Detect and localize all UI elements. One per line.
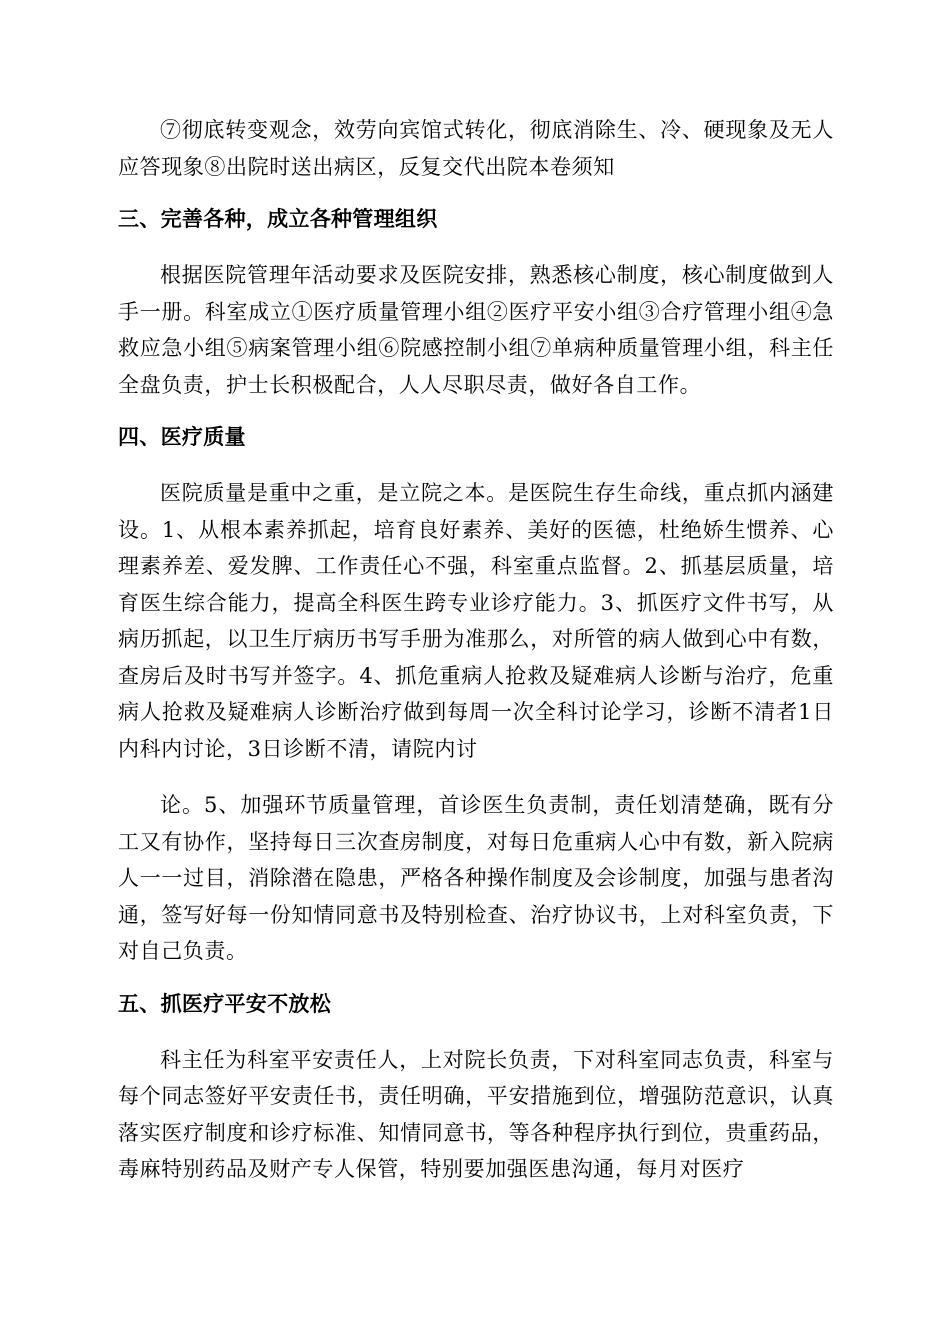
- heading-medical-quality: 四、医疗质量: [118, 424, 246, 449]
- document-page: [118, 112, 834, 1188]
- paragraph-quality-measures: 医院质量是重中之重，是立院之本。是医院生存生命线，重点抓内涵建设。1、从根本素养抓起，培育良好素养、美好的医德，杜绝娇生惯养、心理素养差、爱发脾、工作责任心不强，科室重点监督。2、抓基层质量，培育医生综合能力，提高全科医生跨专业诊疗能力。3、抓医疗文件书写，从病历抓起，以卫生厅病历书写手册为准那么，对所管的病人做到心中有数，查房后及时书写并签字。4、抓危重病人抢救及疑难病人诊断与治疗，危重病人抢救及疑难病人诊断治疗做到每周一次全科讨论学习，诊断不清者1日内科内讨论，3日诊断不清，请院内讨: [118, 481, 834, 761]
- paragraph-safety-responsibility: 科主任为科室平安责任人，上对院长负责，下对科室同志负责，科室与每个同志签好平安责任书，责任明确，平安措施到位，增强防范意识，认真落实医疗制度和诊疗标准、知情同意书，等各种程序执行到位，贵重药品，毒麻特别药品及财产专人保管，特别要加强医患沟通，每月对医疗: [118, 1047, 834, 1181]
- paragraph-service-attitude: ⑦彻底转变观念，效劳向宾馆式转化，彻底消除生、冷、硬现象及无人应答现象⑧出院时送出病区，反复交代出院本卷须知: [118, 118, 834, 179]
- paragraph-quality-continued: 论。5、加强环节质量管理，首诊医生负责制，责任划清楚确，既有分工又有协作，坚持每日三次查房制度，对每日危重病人心中有数，新入院病人一一过目，消除潜在隐患，严格各种操作制度及会诊制度，加强与患者沟通，签写好每一份知情同意书及特别检查、治疗协议书，上对科室负责，下对自己负责。: [118, 793, 834, 963]
- heading-management-organization: 三、完善各种，成立各种管理组织: [118, 206, 438, 231]
- heading-medical-safety: 五、抓医疗平安不放松: [118, 990, 331, 1016]
- paragraph-core-system: 根据医院管理年活动要求及医院安排，熟悉核心制度，核心制度做到人手一册。科室成立①医疗质量管理小组②医疗平安小组③合疗管理小组④急救应急小组⑤病案管理小组⑥院感控制小组⑦单病种质量管理小组，科主任全盘负责，护士长积极配合，人人尽职尽责，做好各自工作。: [118, 263, 834, 397]
